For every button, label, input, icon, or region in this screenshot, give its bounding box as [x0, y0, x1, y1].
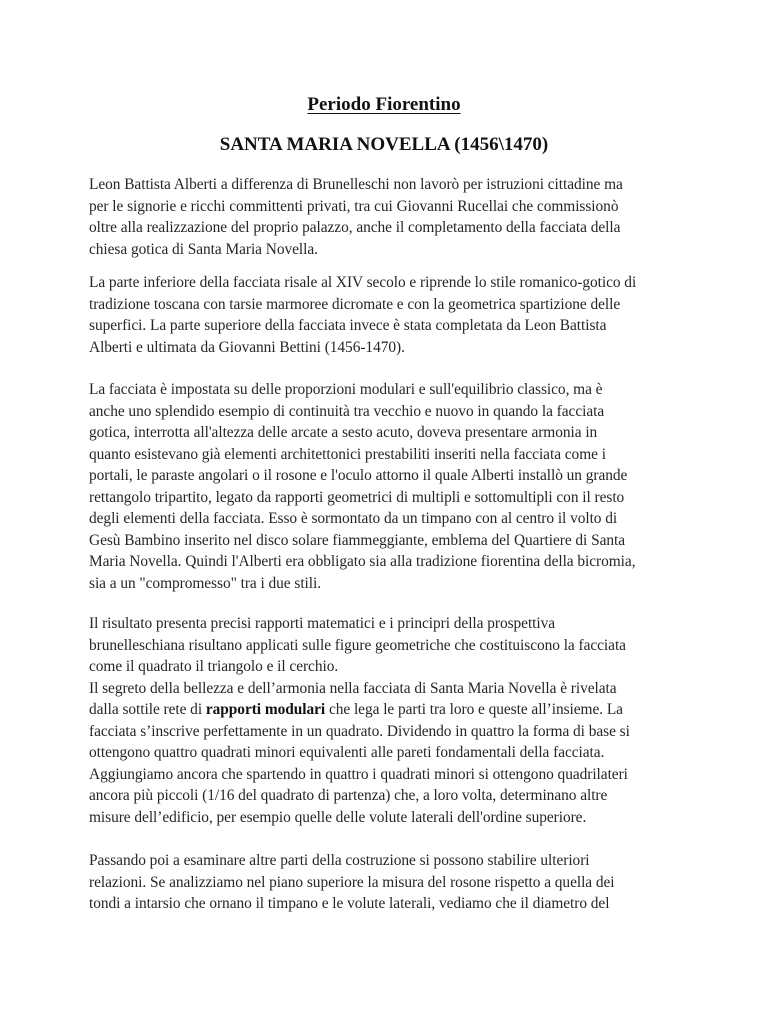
- text-line: superfici. La parte superiore della facciata invece è stata completata da Leon Battista: [89, 317, 607, 334]
- text-line: rettangolo tripartito, legato da rapporti geometrici di multipli e sottomultipli con il resto: [89, 488, 625, 506]
- text-run: dalla sottile rete di: [89, 701, 206, 718]
- text-line: come il quadrato il triangolo e il cerchio.: [89, 658, 339, 675]
- text-line: per le signorie e ricchi committenti privati, tra cui Giovanni Rucellai che commissionò: [89, 197, 619, 215]
- text-line: La facciata è impostata su delle proporzioni modulari e sull'equilibrio classico, ma è: [89, 381, 603, 398]
- text-line: Maria Novella. Quindi l'Alberti era obbligato sia alla tradizione fiorentina della bicromia,: [89, 553, 636, 570]
- paragraph-modular-ratios: [89, 613, 681, 828]
- paragraph-further-relations: [89, 850, 681, 915]
- text-line: sia a un "compromesso" tra i due stili.: [89, 574, 322, 592]
- text-line: degli elementi della facciata. Esso è sormontato da un timpano con al centro il volto di: [89, 510, 618, 527]
- text-line: Alberti e ultimata da Giovanni Bettini (1456-1470).: [89, 338, 405, 356]
- text-line: Leon Battista Alberti a differenza di Brunelleschi non lavorò per istruzioni cittadine ma: [89, 176, 623, 193]
- text-line: anche uno splendido esempio di continuità tra vecchio e nuovo in quando la facciata: [89, 402, 605, 420]
- text-line: Passando poi a esaminare altre parti della costruzione si possono stabilire ulteriori: [89, 852, 590, 869]
- text-line: gotica, interrotta all'altezza delle arcate a sesto acuto, doveva presentare armonia in: [89, 424, 598, 441]
- text-line-with-emphasis: [89, 699, 681, 721]
- text-line: Il segreto della bellezza e dell’armonia nella facciata di Santa Maria Novella è rivelata: [89, 679, 617, 697]
- text-run: che lega le parti tra loro e queste all’insieme. La: [325, 701, 623, 718]
- paragraph-intro: [89, 174, 681, 260]
- paragraph-proportions: [89, 379, 681, 594]
- text-line: La parte inferiore della facciata risale al XIV secolo e riprende lo stile romanico-gotico di: [89, 274, 637, 291]
- text-line: ancora più piccoli (1/16 del quadrato di partenza) che, a loro volta, determinano altre: [89, 787, 608, 804]
- text-line: chiesa gotica di Santa Maria Novella.: [89, 240, 318, 258]
- text-line: relazioni. Se analizziamo nel piano superiore la misura del rosone rispetto a quella dei: [89, 873, 615, 891]
- text-line: Aggiungiamo ancora che spartendo in quattro i quadrati minori si ottengono quadrilateri: [89, 765, 628, 783]
- text-line: quanto esistevano già elementi architettonici prestabiliti inseriti nella facciata come i: [89, 445, 606, 463]
- text-line: oltre alla realizzazione del proprio palazzo, anche il completamento della facciata della: [89, 219, 621, 236]
- text-line: Il risultato presenta precisi rapporti matematici e i principri della prospettiva: [89, 615, 556, 632]
- text-line: tradizione toscana con tarsie marmoree dicromate e con la geometrica spartizione delle: [89, 295, 621, 313]
- section-heading: Periodo Fiorentino: [307, 94, 461, 115]
- text-line: portali, le paraste angolari o il rosone e l'oculo attorno il quale Alberti installò un grande: [89, 467, 628, 484]
- bold-term: rapporti modulari: [205, 701, 326, 718]
- paragraph-lower-facade: [89, 272, 681, 358]
- text-line: Gesù Bambino inserito nel disco solare fiammeggiante, emblema del Quartiere di Santa: [89, 531, 626, 549]
- text-line: misure dell’edificio, per esempio quelle delle volute laterali dell'ordine superiore.: [89, 808, 587, 826]
- text-line: tondi a intarsio che ornano il timpano e le volute laterali, vediamo che il diametro del: [89, 895, 610, 912]
- text-line: brunelleschiana risultano applicati sulle figure geometriche che costituiscono la facciata: [89, 636, 626, 654]
- document-title: SANTA MARIA NOVELLA (1456\1470): [219, 134, 549, 155]
- text-line: ottengono quattro quadrati minori equivalenti alle pareti fondamentali della facciata.: [89, 744, 605, 761]
- text-line: facciata s’inscrive perfettamente in un quadrato. Dividendo in quattro la forma di base si: [89, 722, 630, 740]
